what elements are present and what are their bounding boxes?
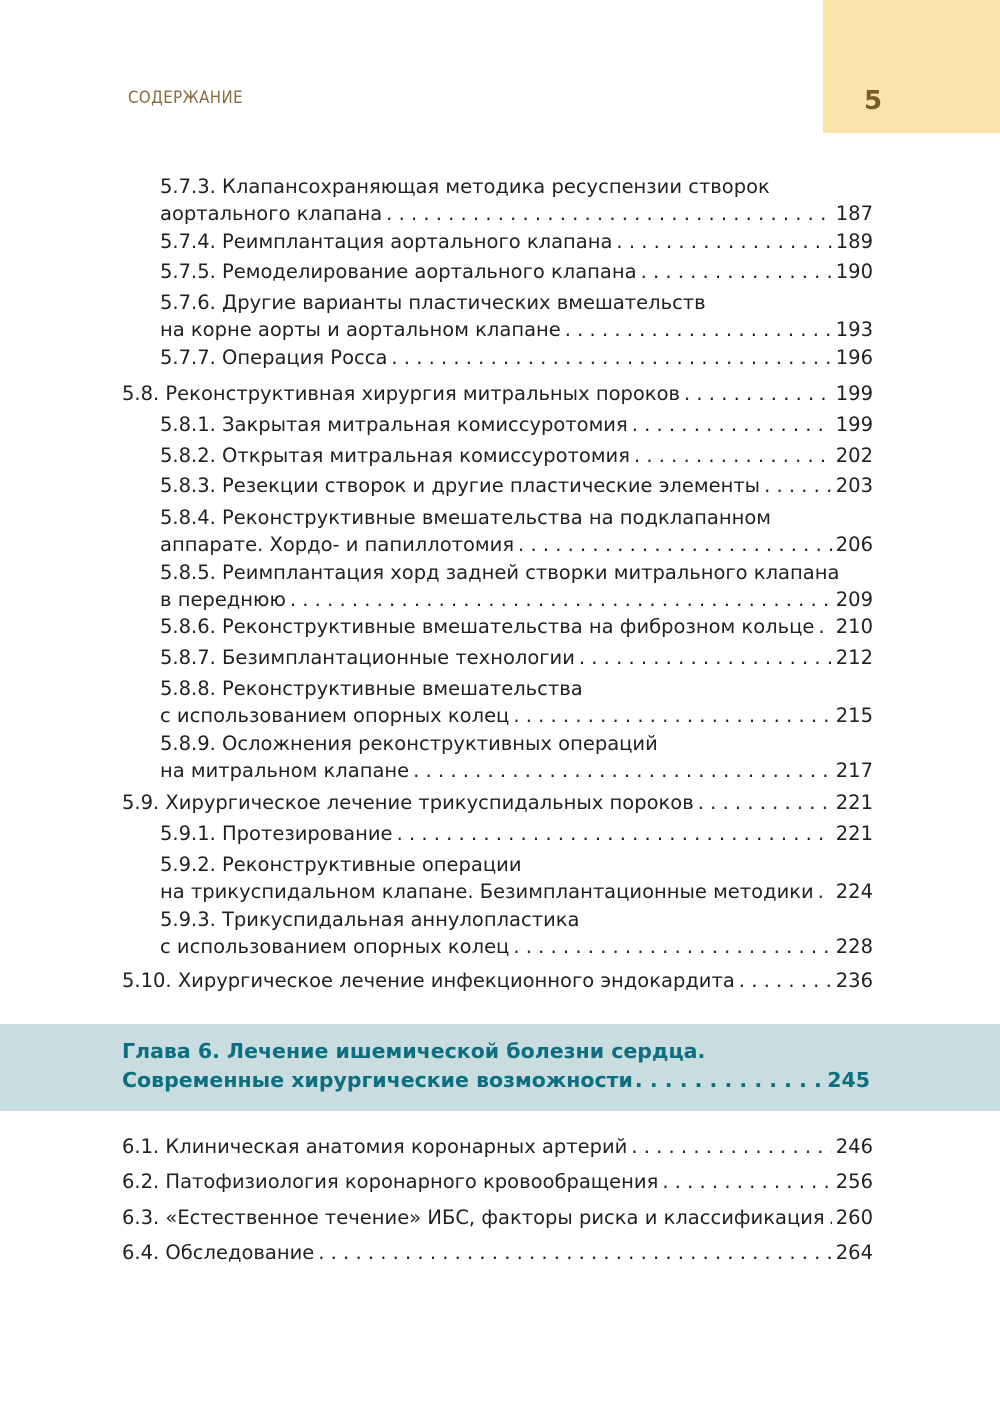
toc-page-number: 209 (835, 588, 873, 611)
toc-entry-title: 5.9.2. Реконструктивные операции (160, 853, 522, 876)
toc-section-entry[interactable] (122, 1204, 873, 1231)
dot-leader (391, 344, 831, 371)
dot-leader (764, 472, 832, 499)
toc-entry-title: с использованием опорных колец (160, 935, 510, 958)
toc-section-entry[interactable] (122, 380, 873, 407)
toc-page-number: 202 (835, 444, 873, 467)
toc-entry-title: аппарате. Хордо- и папиллотомия (160, 533, 515, 556)
toc-entry-title: 5.7.6. Другие варианты пластических вмешательств (160, 291, 706, 314)
dot-leader (818, 878, 832, 905)
toc-entry-title: на митральном клапане (160, 759, 410, 782)
toc-entry-title: на трикуспидальном клапане. Безимплантационные методики (160, 880, 814, 903)
toc-entry-title: 5.8.2. Открытая митральная комиссуротомия (160, 444, 630, 467)
dot-leader (631, 1133, 831, 1160)
dot-leader (698, 789, 832, 816)
toc-page-number: 264 (835, 1241, 873, 1264)
dot-leader (641, 258, 832, 285)
toc-page-number: 221 (835, 791, 873, 814)
dot-leader (818, 613, 831, 640)
dot-leader (632, 411, 832, 438)
toc-section-entry[interactable] (122, 967, 873, 994)
dot-leader (565, 316, 832, 343)
chapter-title: Глава 6. Лечение ишемической болезни сердца. (122, 1039, 706, 1063)
toc-entry-title: с использованием опорных колец (160, 704, 510, 727)
toc-entry[interactable] (160, 613, 873, 640)
toc-entry[interactable] (160, 258, 873, 285)
toc-entry-title: аортального клапана (160, 202, 383, 225)
toc-section-entry[interactable] (122, 1133, 873, 1160)
toc-entry[interactable] (160, 644, 873, 671)
chapter-title: Современные хирургические возможности (122, 1068, 633, 1092)
dot-leader (513, 933, 831, 960)
toc-page-number: 224 (835, 880, 873, 903)
toc-entry-title: 5.8.7. Безимплантационные технологии (160, 646, 575, 669)
dot-leader (518, 531, 832, 558)
dot-leader (513, 702, 831, 729)
toc-entry-title: 5.7.7. Операция Росса (160, 346, 388, 369)
toc-entry[interactable] (160, 472, 873, 499)
toc-page-number: 217 (835, 759, 873, 782)
toc-entry-title: 5.8. Реконструктивная хирургия митральных пороков (122, 382, 681, 405)
toc-entry-title: 5.10. Хирургическое лечение инфекционного эндокардита (122, 969, 735, 992)
toc-entry[interactable] (160, 675, 873, 729)
dot-leader (579, 644, 832, 671)
toc-entry[interactable] (160, 411, 873, 438)
toc-entry-title: 5.8.8. Реконструктивные вмешательства (160, 677, 583, 700)
toc-page-number: 236 (835, 969, 873, 992)
toc-page-number: 203 (835, 474, 873, 497)
dot-leader (386, 200, 832, 227)
toc-entry[interactable] (160, 820, 873, 847)
toc-entry-title: 6.4. Обследование (122, 1241, 315, 1264)
toc-entry[interactable] (160, 730, 873, 784)
dot-leader (684, 380, 832, 407)
toc-page-number: 215 (835, 704, 873, 727)
dot-leader (413, 757, 832, 784)
toc-entry-title: 5.8.4. Реконструктивные вмешательства на подклапанном (160, 506, 771, 529)
toc-entry[interactable] (160, 442, 873, 469)
toc-entry-title: 5.7.4. Реимплантация аортального клапана (160, 230, 613, 253)
toc-page-number: 228 (835, 935, 873, 958)
toc-entry-title: 5.9.3. Трикуспидальная аннулопластика (160, 908, 580, 931)
toc-section-entry[interactable] (122, 1239, 873, 1266)
toc-entry[interactable] (160, 228, 873, 255)
toc-entry-title: 5.7.3. Клапансохраняющая методика ресуспензии створок (160, 175, 770, 198)
toc-entry-title: 5.8.1. Закрытая митральная комиссуротомия (160, 413, 628, 436)
toc-page-number: 199 (835, 413, 873, 436)
toc-page-number: 210 (835, 615, 873, 638)
dot-leader (829, 1204, 832, 1231)
toc-entry[interactable] (160, 289, 873, 343)
running-header: СОДЕРЖАНИЕ (128, 88, 244, 108)
toc-entry-title: 5.9. Хирургическое лечение трикуспидальных пороков (122, 791, 694, 814)
dot-leader (290, 586, 832, 613)
chapter-heading[interactable] (122, 1037, 870, 1095)
toc-entry-title: 5.7.5. Ремоделирование аортального клапана (160, 260, 637, 283)
dot-leader (662, 1168, 831, 1195)
dot-leader (634, 442, 832, 469)
toc-entry[interactable] (160, 173, 873, 227)
toc-page-number: 199 (835, 382, 873, 405)
dot-leader (397, 820, 832, 847)
toc-page-number: 256 (835, 1170, 873, 1193)
toc-entry-title: 6.3. «Естественное течение» ИБС, факторы риска и классификация (122, 1206, 825, 1229)
toc-page-number: 212 (835, 646, 873, 669)
toc-section-entry[interactable] (122, 789, 873, 816)
toc-entry-title: 5.8.3. Резекции створок и другие пластические элементы (160, 474, 761, 497)
dot-leader (318, 1239, 832, 1266)
page-number: 5 (863, 86, 883, 116)
toc-page-number: 187 (835, 202, 873, 225)
toc-entry-title: 6.2. Патофизиология коронарного кровообращения (122, 1170, 659, 1193)
toc-entry-title: 5.9.1. Протезирование (160, 822, 393, 845)
toc-page-number: 190 (835, 260, 873, 283)
toc-page-number: 221 (835, 822, 873, 845)
toc-entry[interactable] (160, 504, 873, 558)
toc-page-number: 246 (835, 1135, 873, 1158)
toc-page-number: 206 (835, 533, 873, 556)
toc-page-number: 189 (835, 230, 873, 253)
toc-entry-title: 5.8.9. Осложнения реконструктивных операций (160, 732, 658, 755)
toc-entry-title: на корне аорты и аортальном клапане (160, 318, 561, 341)
toc-entry[interactable] (160, 851, 873, 905)
chapter-page-number: 245 (827, 1068, 870, 1092)
dot-leader (635, 1066, 821, 1095)
toc-page-number: 196 (835, 346, 873, 369)
toc-page-number: 260 (835, 1206, 873, 1229)
toc-entry-title: в переднюю (160, 588, 286, 611)
toc-page-number: 193 (835, 318, 873, 341)
page-number-tab (823, 0, 1000, 133)
dot-leader (616, 228, 831, 255)
toc-entry[interactable] (160, 906, 873, 960)
toc-section-entry[interactable] (122, 1168, 873, 1195)
toc-entry-title: 5.8.6. Реконструктивные вмешательства на фиброзном кольце (160, 615, 815, 638)
toc-entry-title: 6.1. Клиническая анатомия коронарных артерий (122, 1135, 628, 1158)
dot-leader (739, 967, 832, 994)
toc-entry[interactable] (160, 344, 873, 371)
toc-entry[interactable] (160, 559, 873, 613)
toc-entry-title: 5.8.5. Реимплантация хорд задней створки митрального клапана (160, 561, 840, 584)
